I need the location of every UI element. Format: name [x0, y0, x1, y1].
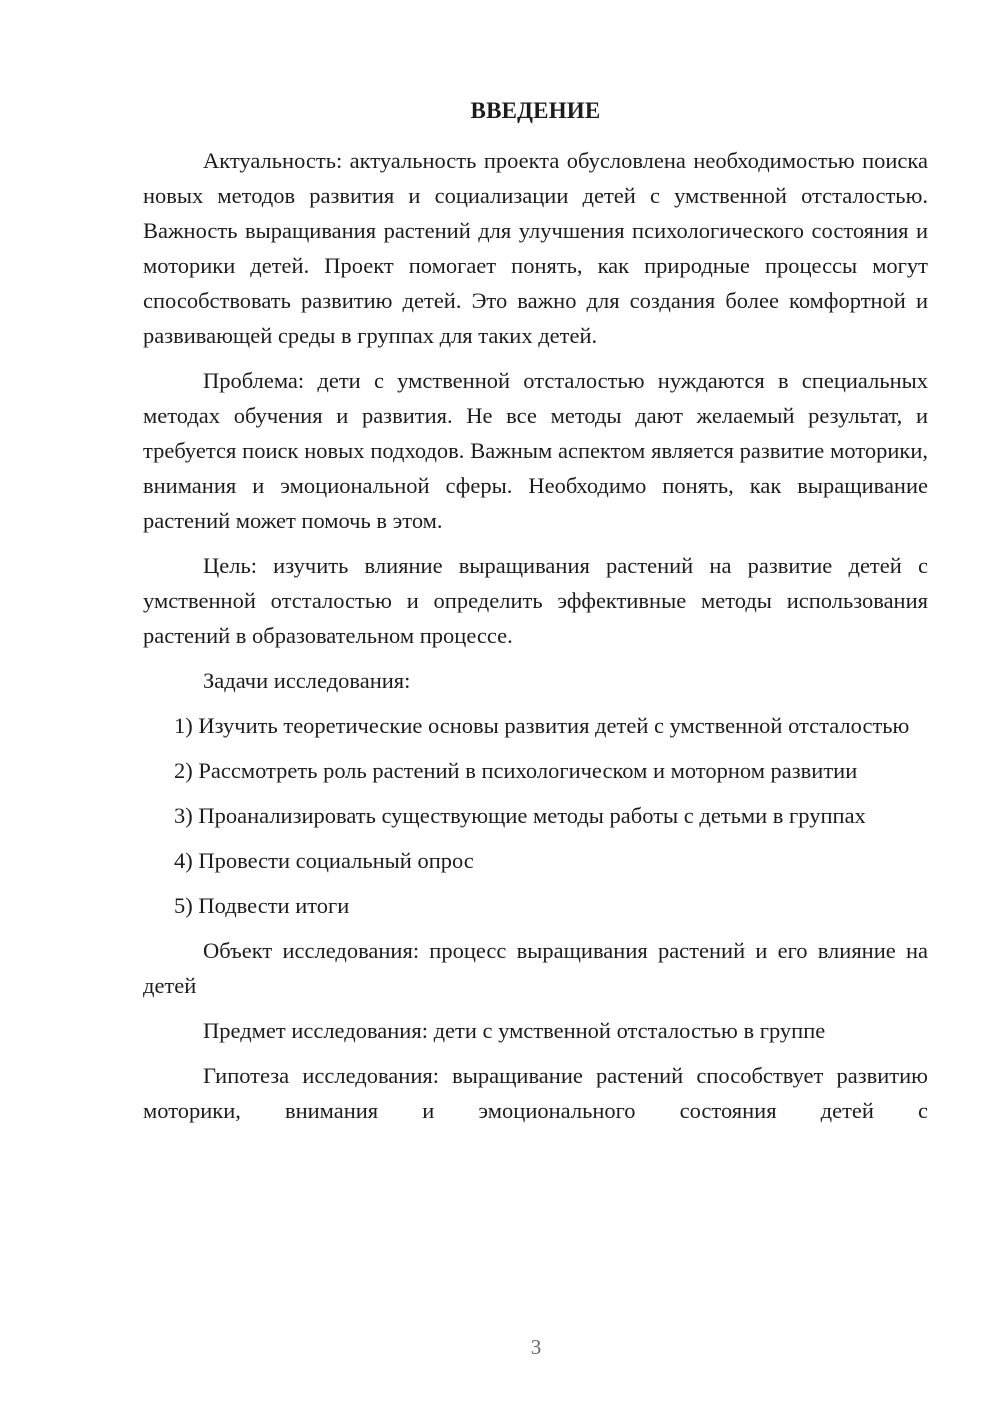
paragraph-tasks-heading: Задачи исследования: — [203, 668, 411, 693]
page-number: 3 — [530, 1335, 542, 1359]
task-item-5: 5) Подвести итоги — [174, 893, 350, 918]
paragraph-relevance: Актуальность: актуальность проекта обусловлена необходимостью поиска новых методов развития и социализации детей с умственной отсталостью. Важность выращивания растений для улучшения психологического состояния и моторики детей. Проект помогает понять, как природные процессы могут способствовать развитию детей. Это важно для создания более комфортной и развивающей среды в группах для таких детей. — [143, 148, 928, 348]
paragraph-hypothesis: Гипотеза исследования: выращивание растений способствует развитию моторики, внимания и эмоционального состояния детей с — [143, 1063, 928, 1123]
paragraph-goal: Цель: изучить влияние выращивания растений на развитие детей с умственной отсталостью и определить эффективные методы использования растений в образовательном процессе. — [143, 553, 928, 648]
task-item-3: 3) Проанализировать существующие методы работы с детьми в группах — [174, 803, 866, 828]
paragraph-subject: Предмет исследования: дети с умственной отсталостью в группе — [203, 1018, 826, 1043]
page-title: ВВЕДЕНИЕ — [470, 98, 601, 123]
paragraph-object: Объект исследования: процесс выращивания растений и его влияние на детей — [143, 938, 928, 998]
task-item-2: 2) Рассмотреть роль растений в психологическом и моторном развитии — [174, 758, 858, 783]
task-item-1: 1) Изучить теоретические основы развития детей с умственной отсталостью — [174, 713, 910, 738]
paragraph-problem: Проблема: дети с умственной отсталостью нуждаются в специальных методах обучения и развития. Не все методы дают желаемый результат, и требуется поиск новых подходов. Важным аспектом является развитие моторики, внимания и эмоциональной сферы. Необходимо понять, как выращивание растений может помочь в этом. — [143, 368, 928, 533]
task-item-4: 4) Провести социальный опрос — [174, 848, 474, 873]
page-body — [143, 143, 928, 1138]
